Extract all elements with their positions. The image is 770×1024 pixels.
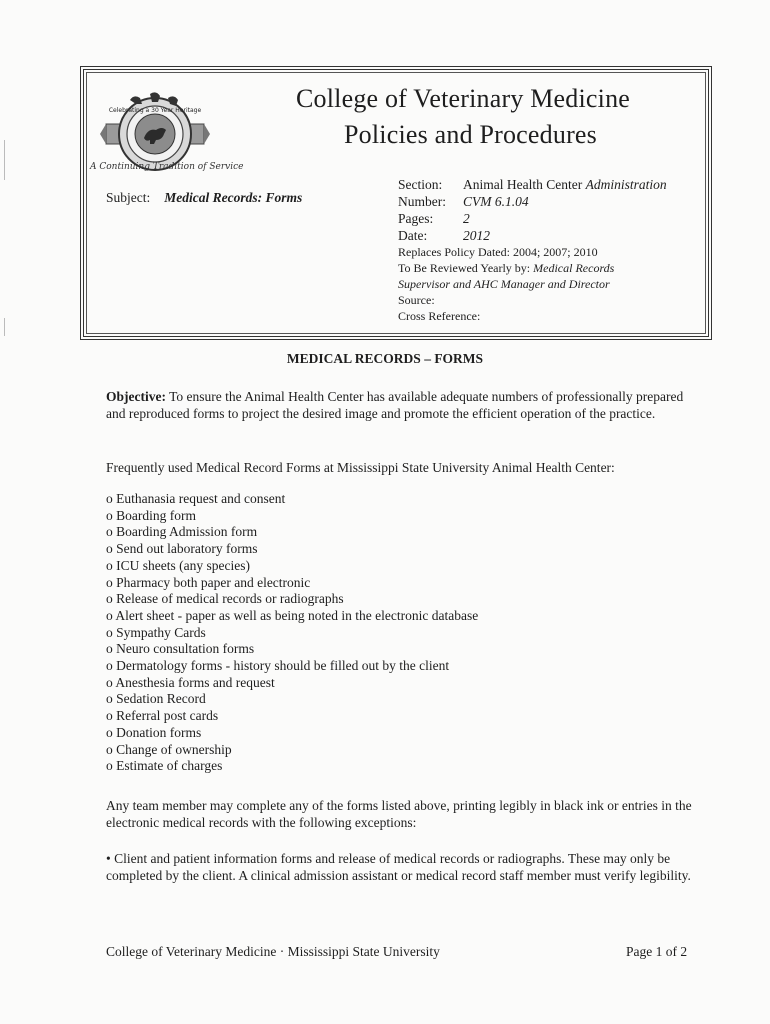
list-item: o Neuro consultation forms [106,641,255,657]
meta-section-value-plain: Animal Health Center [463,177,583,192]
list-item: o Referral post cards [106,708,219,724]
college-seal-logo [100,90,210,178]
meta-pages-label: Pages: [398,211,434,226]
meta-number-row [398,193,667,210]
objective-label: Objective: [106,389,166,404]
subject-value: Medical Records: Forms [164,190,303,205]
list-item: o Boarding Admission form [106,524,258,540]
meta-number-value: CVM 6.1.04 [463,194,529,209]
list-item: o Dermatology forms - history should be filled out by the client [106,658,450,674]
meta-reviewed [398,260,667,276]
list-item: o Alert sheet - paper as well as being noted in the electronic database [106,607,479,623]
list-item: o Change of ownership [106,741,232,757]
meta-date-row [398,227,667,244]
subject-label: Subject: [106,190,151,205]
meta-reviewed-value-1: Medical Records [533,261,615,275]
list-item: o Donation forms [106,724,202,740]
meta-section-row [398,176,667,193]
list-item: o Sympathy Cards [106,624,206,640]
frequent-forms-intro: Frequently used Medical Record Forms at Mississippi State University Animal Health Center: [106,460,615,475]
meta-source: Source: [398,293,435,307]
meta-section-value [463,176,667,193]
meta-pages-row [398,210,667,227]
list-item: o ICU sheets (any species) [106,557,250,573]
list-item: o Send out laboratory forms [106,541,258,557]
list-item: o Boarding form [106,507,196,523]
meta-section-value-italic: Administration [585,177,667,192]
forms-list [106,491,478,775]
objective-text: To ensure the Animal Health Center has available adequate numbers of professionally prepared and reproduced forms to project the desired image and promote the efficient operation of the practice. [106,389,684,421]
meta-date-value: 2012 [463,228,490,243]
section-heading: MEDICAL RECORDS – FORMS [286,351,484,366]
exception-bullet: • Client and patient information forms and release of medical records or radiographs. These may only be completed by the client. A clinical admission assistant or medical record staff member must verify legibility. [106,851,691,883]
meta-date-label: Date: [398,228,428,243]
list-item: o Euthanasia request and consent [106,491,286,506]
policy-header-box [80,66,712,340]
subject-line [106,190,302,206]
objective-paragraph [106,388,700,422]
footer-institution: College of Veterinary Medicine · Mississippi State University [106,944,440,959]
list-item: o Release of medical records or radiographs [106,591,344,607]
scan-margin-mark [4,140,5,180]
meta-replaces: Replaces Policy Dated: 2004; 2007; 2010 [398,245,598,259]
list-item: o Anesthesia forms and request [106,674,275,690]
team-member-paragraph: Any team member may complete any of the forms listed above, printing legibly in black ink or entries in the electronic medical records with the following exceptions: [106,798,692,830]
meta-reviewed-prefix: To Be Reviewed Yearly by: [398,261,531,275]
footer-page-number: Page 1 of 2 [626,944,688,959]
policies-title: Policies and Procedures [344,120,597,149]
meta-number-label: Number: [398,194,446,209]
scan-margin-mark [4,318,5,336]
list-item: o Sedation Record [106,691,206,707]
seal-text: Celebrating a 30 Year Heritage [108,107,202,114]
list-item: o Estimate of charges [106,758,223,774]
meta-section-label: Section: [398,177,443,192]
meta-cross-reference: Cross Reference: [398,309,481,323]
meta-pages-value: 2 [463,211,470,226]
college-tagline: A Continuing Tradition of Service [90,162,244,172]
list-item: o Pharmacy both paper and electronic [106,574,311,590]
policy-metadata [398,176,667,324]
meta-reviewed-value-2: Supervisor and AHC Manager and Director [398,277,610,291]
college-title: College of Veterinary Medicine [296,84,631,113]
